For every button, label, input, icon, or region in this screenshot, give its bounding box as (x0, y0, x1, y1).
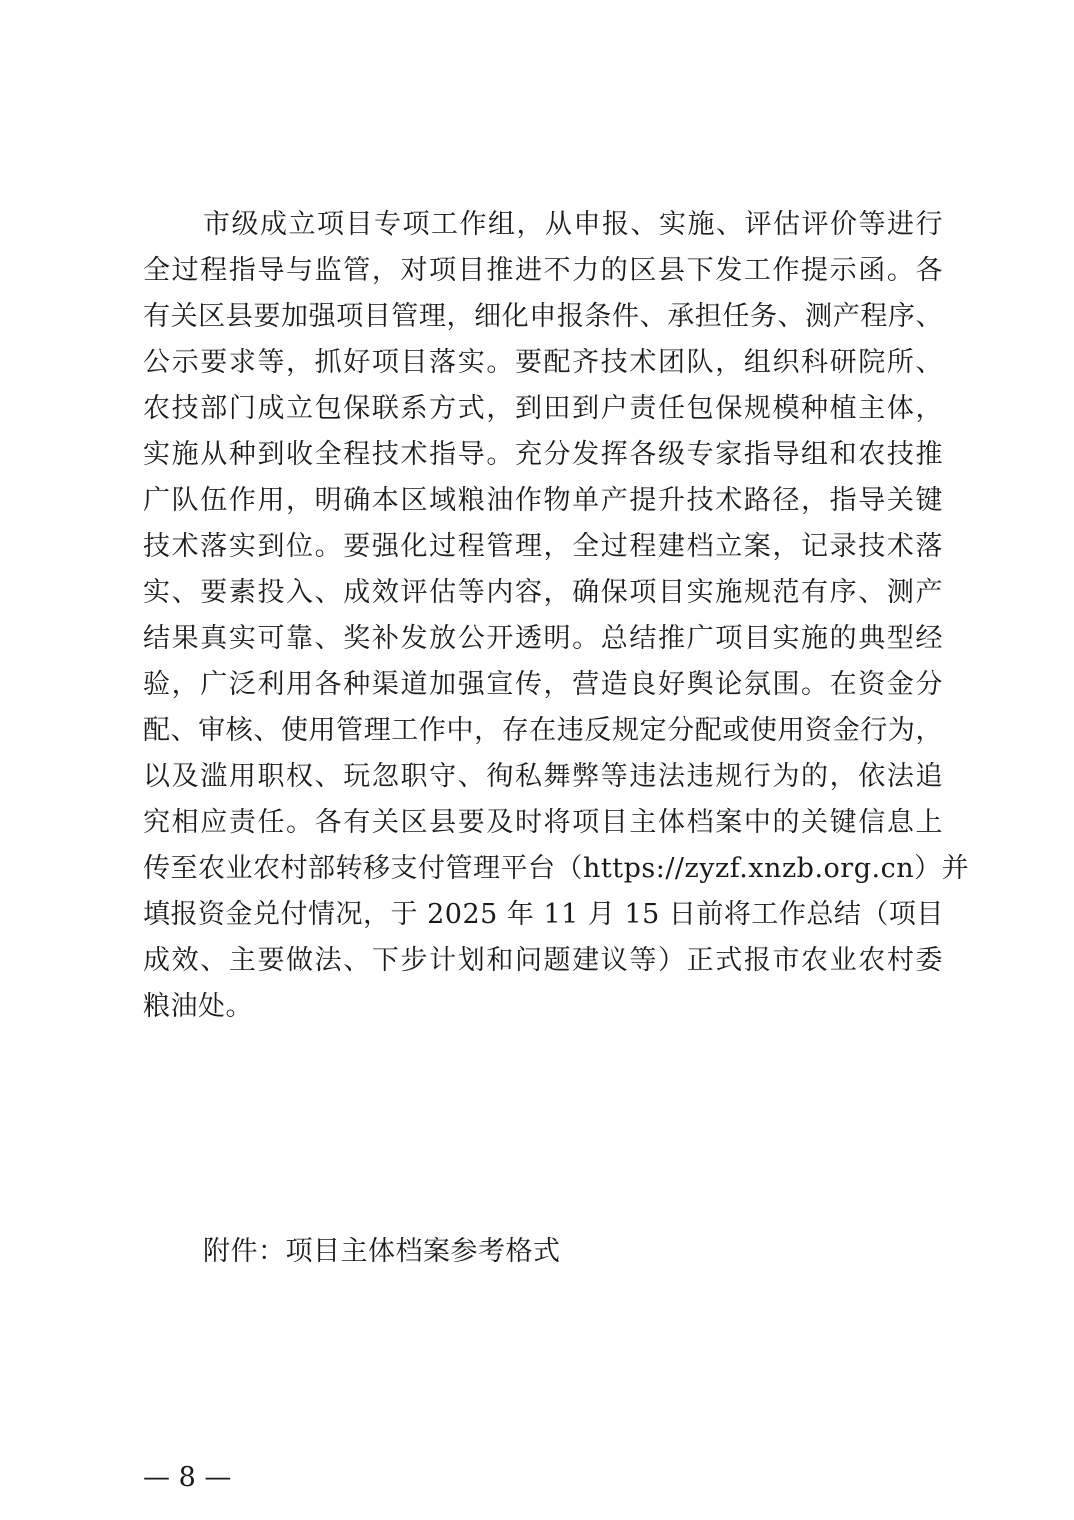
paragraph-line: 配、审核、使用管理工作中，存在违反规定分配或使用资金行为， (143, 715, 943, 746)
paragraph-line: 粮油处。 (143, 991, 253, 1022)
paragraph-line: 结果真实可靠、奖补发放公开透明。总结推广项目实施的典型经 (143, 623, 943, 654)
paragraph-line: 技术落实到位。要强化过程管理，全过程建档立案，记录技术落 (143, 531, 943, 562)
paragraph-line: 有关区县要加强项目管理，细化申报条件、承担任务、测产程序、 (143, 301, 943, 332)
paragraph-line: 全过程指导与监管，对项目推进不力的区县下发工作提示函。各 (143, 255, 943, 286)
paragraph-line: 验，广泛利用各种渠道加强宣传，营造良好舆论氛围。在资金分 (143, 669, 943, 700)
body-paragraph (143, 202, 970, 1030)
page-number: — 8 — (143, 1462, 232, 1493)
paragraph-line: 广队伍作用，明确本区域粮油作物单产提升技术路径，指导关键 (143, 485, 943, 516)
paragraph-line: 公示要求等，抓好项目落实。要配齐技术团队，组织科研院所、 (143, 347, 943, 378)
paragraph-line: 成效、主要做法、下步计划和问题建议等）正式报市农业农村委 (143, 945, 943, 976)
paragraph-line: 填报资金兑付情况，于 2025 年 11 月 15 日前将工作总结（项目 (143, 899, 944, 930)
paragraph-line: 以及滥用职权、玩忽职守、徇私舞弊等违法违规行为的，依法追 (143, 761, 943, 792)
paragraph-line-with-url: 传至农业农村部转移支付管理平台（https://zyzf.xnzb.org.cn）并 (143, 853, 970, 884)
attachment-note: 附件：项目主体档案参考格式 (203, 1236, 561, 1267)
paragraph-line: 实施从种到收全程技术指导。充分发挥各级专家指导组和农技推 (143, 439, 943, 470)
paragraph-line: 市级成立项目专项工作组，从申报、实施、评估评价等进行 (203, 209, 943, 240)
paragraph-line: 农技部门成立包保联系方式，到田到户责任包保规模种植主体， (143, 393, 943, 424)
paragraph-line: 究相应责任。各有关区县要及时将项目主体档案中的关键信息上 (143, 807, 943, 838)
paragraph-line: 实、要素投入、成效评估等内容，确保项目实施规范有序、测产 (143, 577, 943, 608)
